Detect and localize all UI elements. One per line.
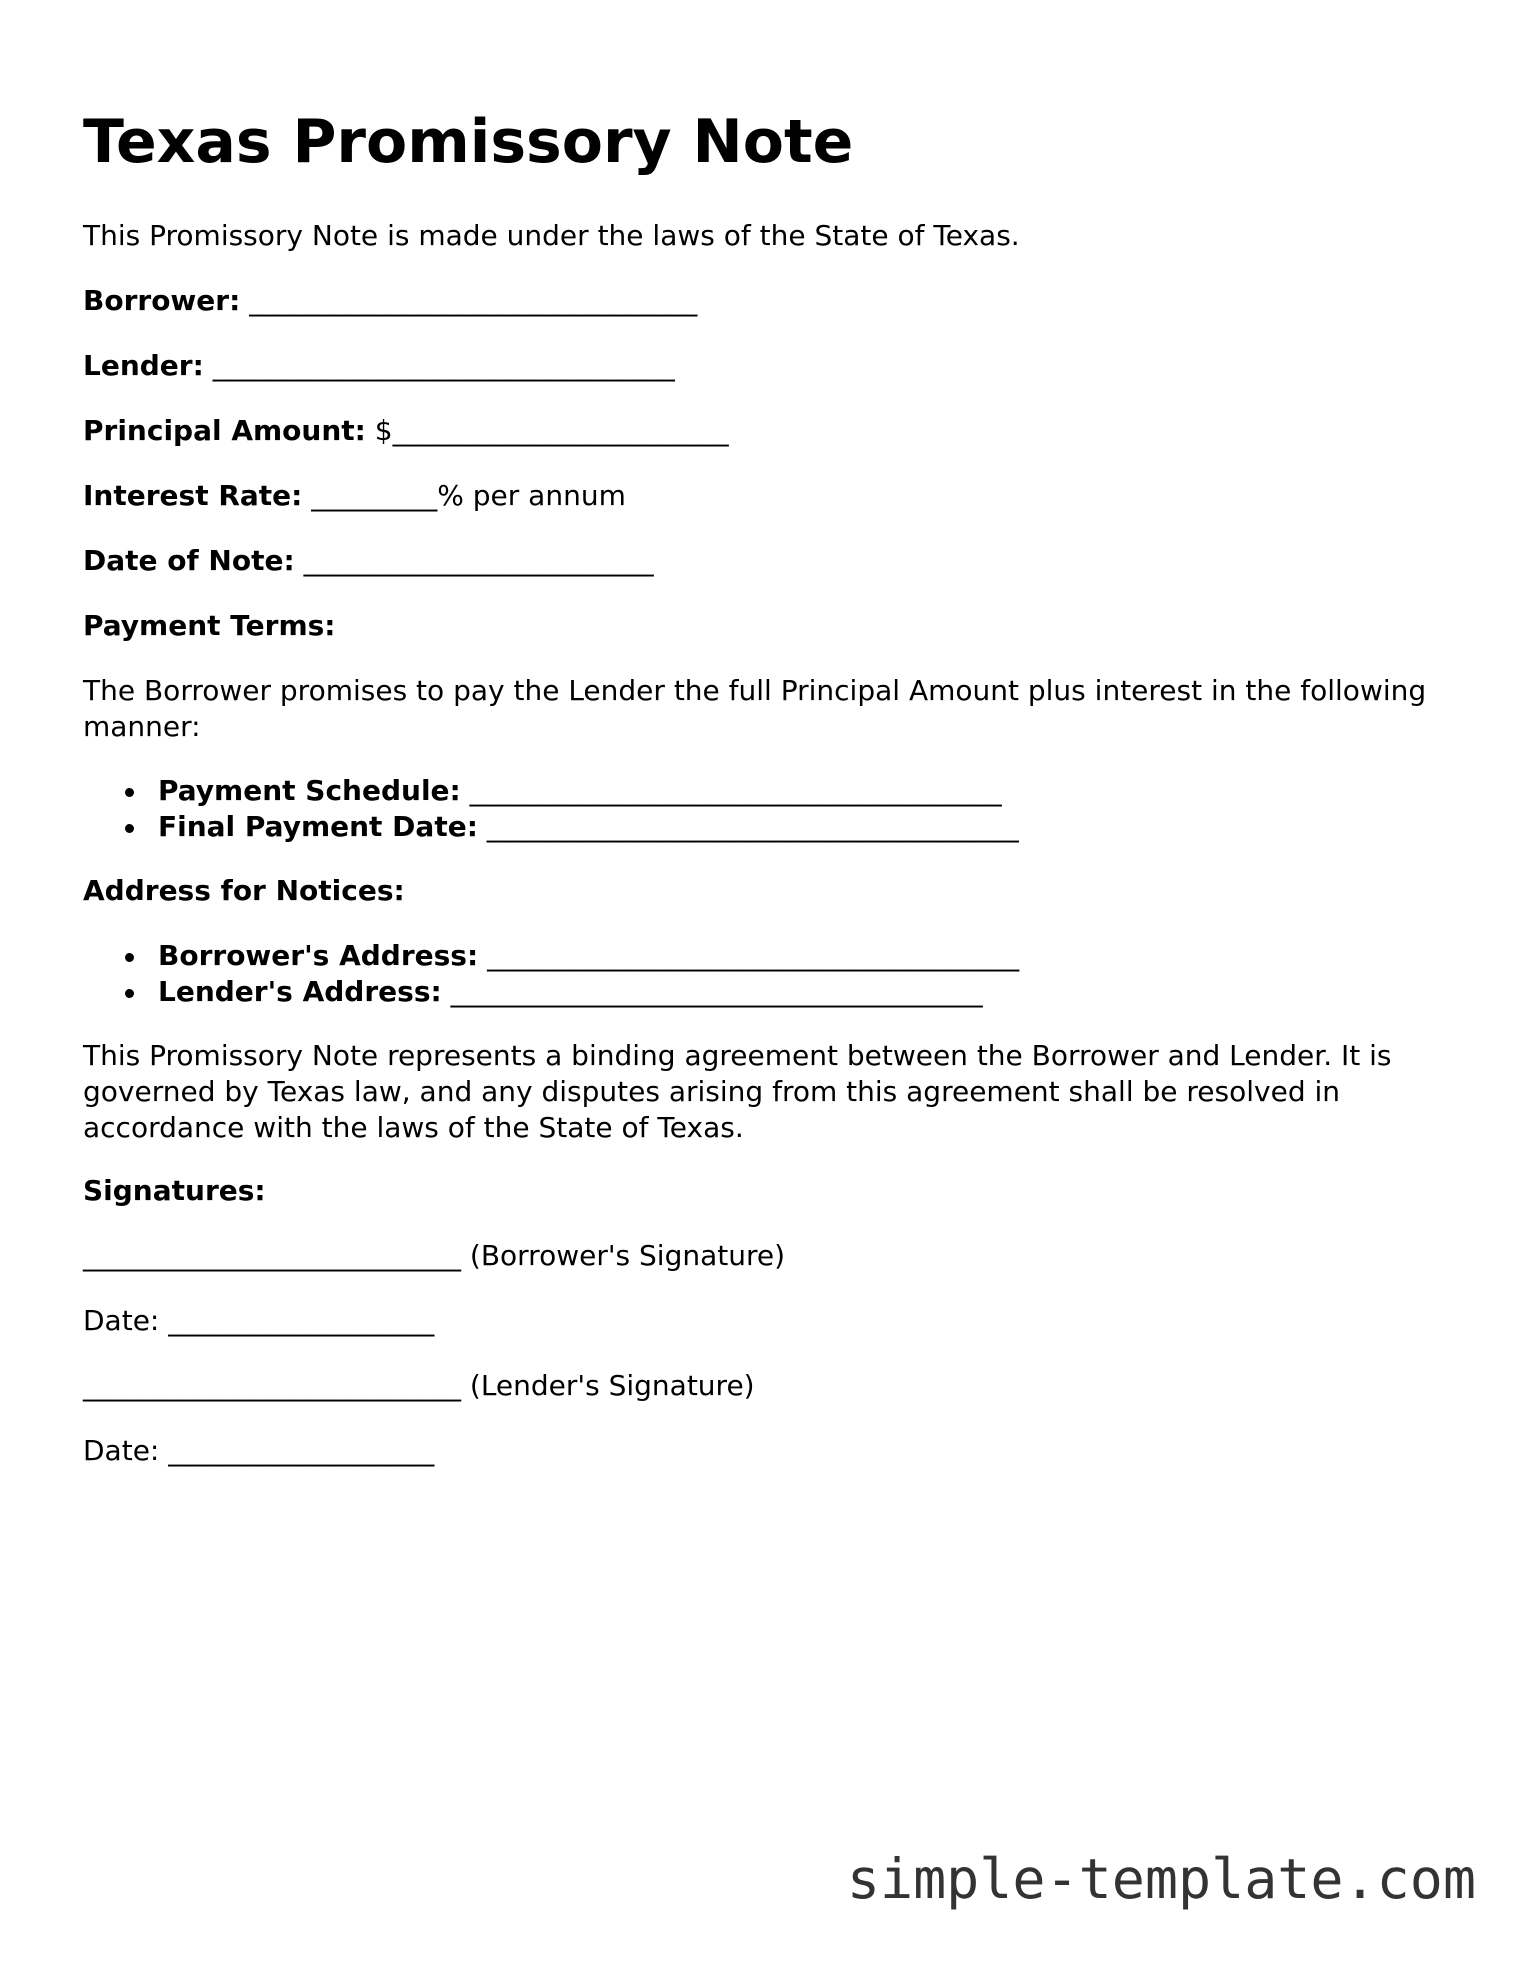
principal-blank: $________________________ [365, 414, 729, 447]
list-item [83, 974, 1019, 1010]
lender-blank: _________________________________ [203, 349, 675, 382]
principal-label: Principal Amount: [83, 414, 366, 447]
borrower-address-label: Borrower's Address: [158, 939, 479, 972]
interest-label: Interest Rate: [83, 479, 303, 512]
interest-field [83, 478, 626, 514]
final-payment-date-label: Final Payment Date: [158, 810, 478, 843]
bullet-icon [125, 788, 134, 797]
lender-address-blank: ______________________________________ [441, 975, 983, 1008]
notices-heading: Address for Notices: [83, 874, 405, 907]
borrower-address-blank: ______________________________________ [478, 939, 1020, 972]
list-item [83, 938, 1019, 974]
bullet-icon [125, 989, 134, 998]
lender-label: Lender: [83, 349, 204, 382]
principal-field [83, 413, 729, 449]
payment-terms-list [83, 773, 1019, 845]
borrower-field [83, 283, 697, 319]
borrower-blank: ________________________________ [240, 284, 698, 317]
list-item [83, 773, 1019, 809]
signatures-heading: Signatures: [83, 1174, 266, 1207]
list-item [83, 809, 1019, 845]
date-of-note-blank: _________________________ [294, 544, 654, 577]
borrower-label: Borrower: [83, 284, 241, 317]
watermark-text: simple-template.com [846, 1847, 1476, 1911]
document-title: Texas Promissory Note [83, 107, 854, 177]
agreement-text: This Promissory Note represents a binding agreement between the Borrower and Lender. It is governed by Texas law, and any disputes arising from this agreement shall be resolved in accordance with the laws of the State of Texas. [83, 1039, 1392, 1144]
borrower-signature-line: ___________________________ (Borrower's Signature) [83, 1239, 786, 1272]
date-of-note-label: Date of Note: [83, 544, 295, 577]
lender-address-label: Lender's Address: [158, 975, 442, 1008]
payment-schedule-label: Payment Schedule: [158, 774, 461, 807]
lender-signature-line: ___________________________ (Lender's Signature) [83, 1369, 755, 1402]
borrower-signature-date: Date: ___________________ [83, 1304, 435, 1337]
date-of-note-field [83, 543, 654, 579]
bullet-icon [125, 953, 134, 962]
payment-terms-text: The Borrower promises to pay the Lender the full Principal Amount plus interest in the following manner: [83, 674, 1427, 743]
lender-signature-date: Date: ___________________ [83, 1434, 435, 1467]
bullet-icon [125, 824, 134, 833]
final-payment-date-blank: ______________________________________ [477, 810, 1019, 843]
lender-field [83, 348, 675, 384]
payment-terms-heading: Payment Terms: [83, 609, 336, 642]
interest-blank: _________% per annum [302, 479, 626, 512]
notices-list [83, 938, 1019, 1010]
intro-text: This Promissory Note is made under the laws of the State of Texas. [83, 219, 1020, 252]
payment-schedule-blank: ______________________________________ [460, 774, 1002, 807]
